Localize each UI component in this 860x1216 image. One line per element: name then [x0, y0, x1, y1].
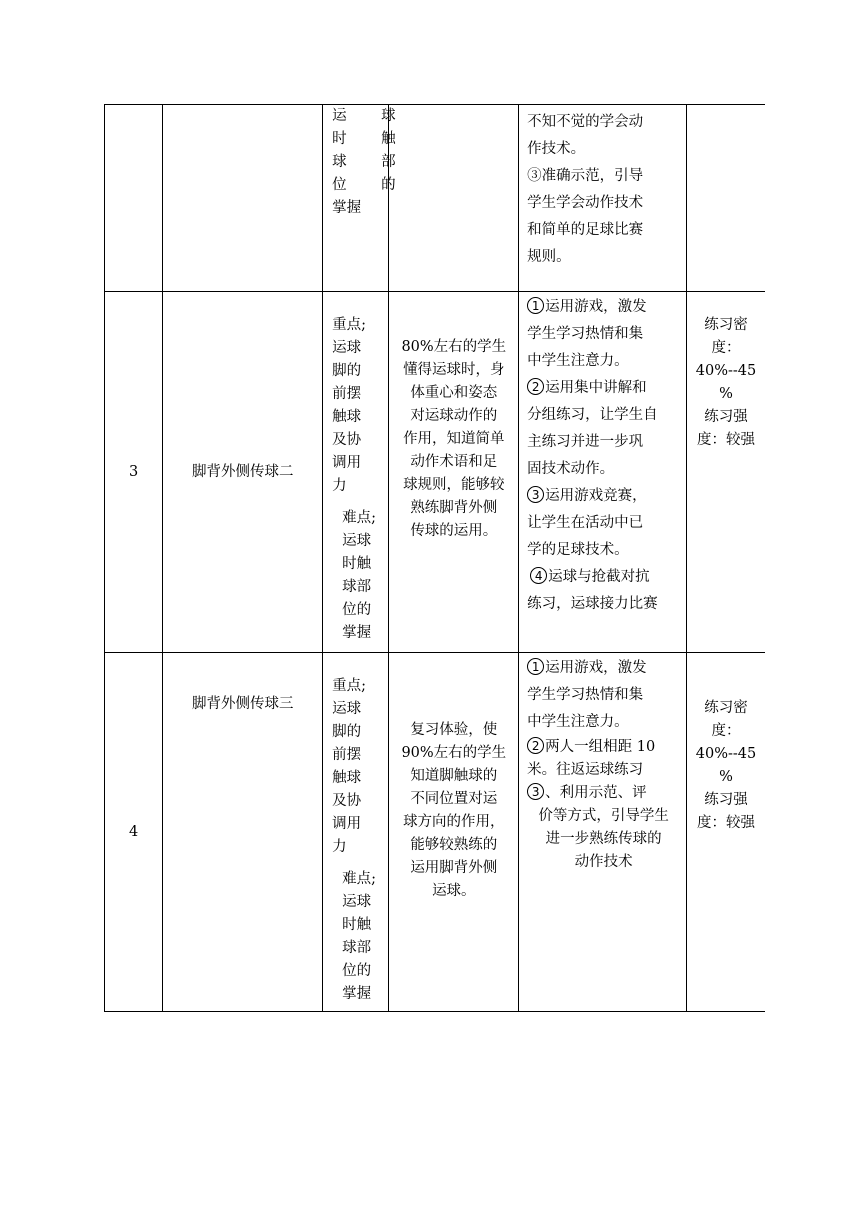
- key-line: 前摆: [332, 747, 362, 763]
- key-line: 时 触: [332, 131, 406, 147]
- table-row: [105, 653, 766, 1012]
- circled-number-2: 2: [527, 378, 544, 395]
- method-line: 学生学会动作技术: [527, 195, 644, 211]
- key-line: 掌握: [332, 200, 362, 216]
- method-line: 学的足球技术。: [527, 542, 629, 558]
- key-line: 前摆: [332, 386, 362, 402]
- key-line: 运 球: [332, 108, 406, 124]
- circled-number-1: 1: [527, 297, 544, 314]
- circled-number-1: 1: [527, 658, 544, 675]
- key-line: 球部: [342, 579, 372, 595]
- method-item: 3 运用游戏竞赛，: [527, 483, 680, 510]
- method-item: 3 、利用示范、评: [527, 782, 680, 805]
- circled-number-3: 3: [527, 486, 544, 503]
- method-cell: [519, 653, 687, 1012]
- difficult-label: 难点;: [342, 510, 377, 526]
- method-line: 和简单的足球比赛: [527, 222, 644, 238]
- method-line: 规则。: [527, 249, 571, 265]
- method-line: 中学生注意力。: [527, 714, 629, 730]
- key-line: 脚的: [332, 724, 362, 740]
- method-line: 主练习并进一步巩: [527, 434, 644, 450]
- key-line: 运球: [332, 701, 362, 717]
- circled-number-2: 2: [527, 737, 544, 754]
- important-label: 重点;: [332, 317, 367, 333]
- method-line: 价等方式，引导学生: [538, 808, 669, 824]
- method-line: 米。往返运球练习: [527, 762, 644, 778]
- method-line: 作技术。: [527, 141, 586, 157]
- method-item: 4 运球与抢截对抗: [527, 564, 680, 591]
- lesson-number-cell: [105, 105, 163, 292]
- lesson-title-cell: 脚背外侧传球二: [163, 292, 323, 653]
- lesson-plan-table: [104, 104, 765, 1012]
- method-item: 2 两人一组相距 10: [527, 736, 680, 759]
- key-line: 脚的: [332, 363, 362, 379]
- key-line: 掌握: [342, 986, 372, 1002]
- key-points-cell: [323, 292, 389, 653]
- lesson-title-cell: 脚背外侧传球三: [163, 653, 323, 1012]
- difficult-label: 难点;: [342, 871, 377, 887]
- key-line: 位 的: [332, 177, 406, 193]
- method-line: 动作技术: [574, 854, 633, 870]
- key-line: 触球: [332, 770, 362, 786]
- lesson-number-cell: 4: [105, 653, 163, 1012]
- goal-cell: 复习体验，使 90%左右的学生 知道脚触球的 不同位置对运 球方向的作用， 能够较熟练的 运用脚背外侧 运球。: [389, 653, 519, 1012]
- method-cell: [519, 292, 687, 653]
- method-line: 固技术动作。: [527, 461, 615, 477]
- load-cell: 练习密 度： 40%--45 % 练习强 度：较强: [687, 653, 765, 1012]
- key-line: 调用: [332, 816, 362, 832]
- key-line: 时触: [342, 556, 372, 572]
- method-line: 让学生在活动中已: [527, 515, 644, 531]
- load-cell: 练习密 度： 40%--45 % 练习强 度：较强: [687, 292, 765, 653]
- method-line: 中学生注意力。: [527, 353, 629, 369]
- method-line: 不知不觉的学会动: [527, 114, 644, 130]
- table-row: [105, 105, 766, 292]
- method-item: 1 运用游戏，激发: [527, 655, 680, 682]
- goal-cell: [389, 105, 519, 292]
- lesson-number-cell: 3: [105, 292, 163, 653]
- key-line: 时触: [342, 917, 372, 933]
- circled-number-4: 4: [530, 567, 547, 584]
- method-line: 学生学习热情和集: [527, 326, 644, 342]
- method-line: 进一步熟练传球的: [545, 831, 662, 847]
- method-line: 练习，运球接力比赛: [527, 596, 658, 612]
- key-line: 运球: [332, 340, 362, 356]
- table-row: [105, 292, 766, 653]
- key-points-cell: [323, 653, 389, 1012]
- key-line: 力: [332, 478, 347, 494]
- key-line: 触球: [332, 409, 362, 425]
- method-line: 分组练习，让学生自: [527, 407, 658, 423]
- lesson-title-cell: [163, 105, 323, 292]
- circled-number-3: 3: [527, 783, 544, 800]
- important-label: 重点;: [332, 678, 367, 694]
- load-cell: [687, 105, 765, 292]
- key-line: 运球: [342, 533, 372, 549]
- key-line: 运球: [342, 894, 372, 910]
- key-line: 球 部: [332, 154, 406, 170]
- key-line: 位的: [342, 963, 372, 979]
- key-line: 力: [332, 839, 347, 855]
- method-cell: [519, 105, 687, 292]
- key-line: 球部: [342, 940, 372, 956]
- method-line: ③准确示范，引导: [527, 168, 644, 184]
- method-item: 1 运用游戏，激发: [527, 294, 680, 321]
- key-line: 及协: [332, 432, 362, 448]
- key-line: 及协: [332, 793, 362, 809]
- key-points-cell: [323, 105, 406, 292]
- key-line: 位的: [342, 602, 372, 618]
- key-line: 掌握: [342, 625, 372, 641]
- method-item: 2 运用集中讲解和: [527, 375, 680, 402]
- method-line: 学生学习热情和集: [527, 687, 644, 703]
- goal-cell: 80%左右的学生 懂得运球时，身 体重心和姿态 对运球动作的 作用，知道简单 动作术语和足 球规则，能够较 熟练脚背外侧 传球的运用。: [389, 292, 519, 653]
- key-line: 调用: [332, 455, 362, 471]
